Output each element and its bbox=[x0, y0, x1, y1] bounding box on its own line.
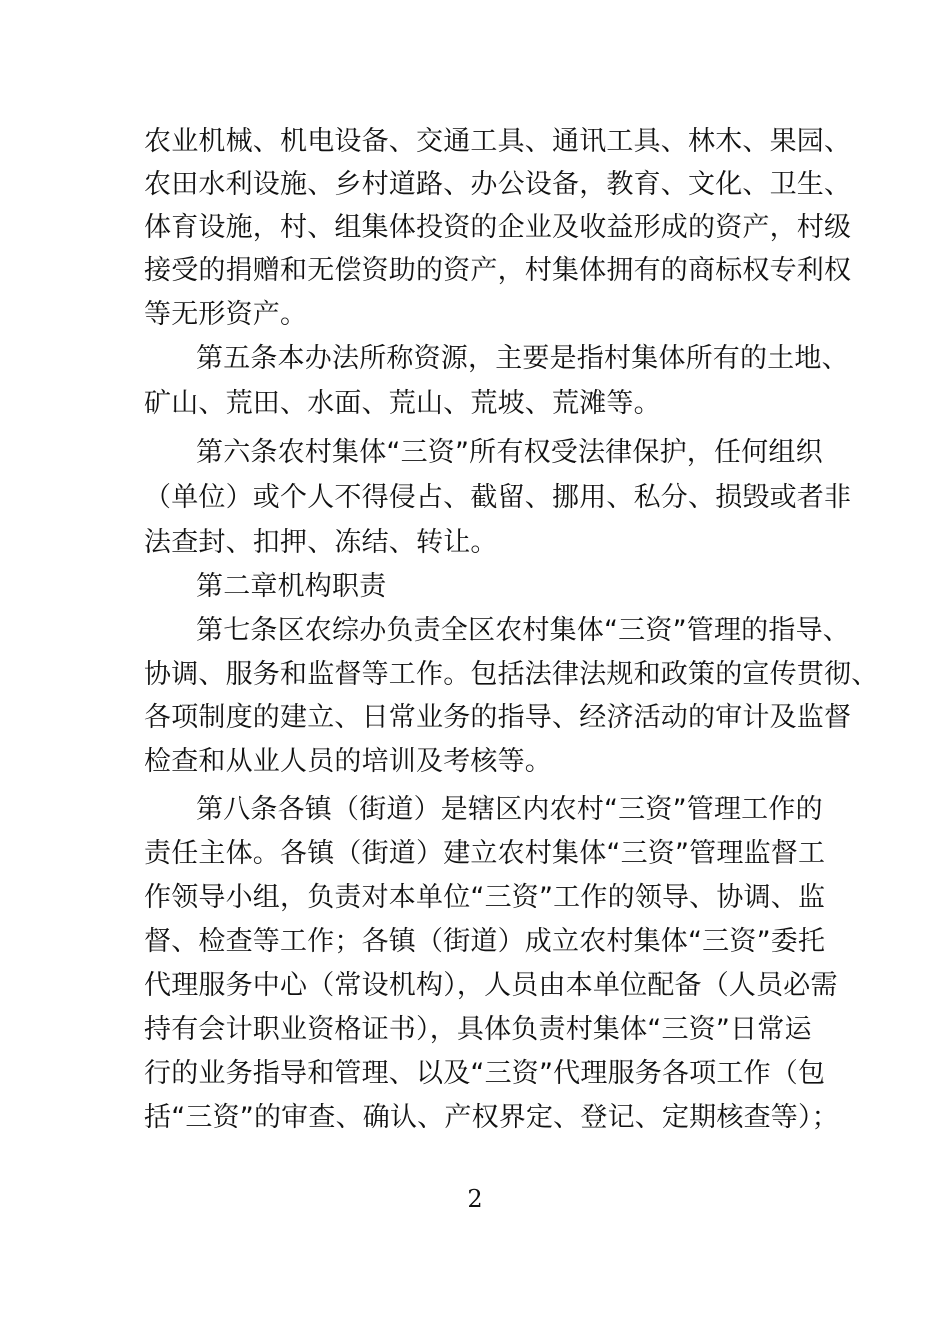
text-line: （单位）或个人不得侵占、截留、挪用、私分、损毁或者非 bbox=[144, 482, 852, 513]
text-line: 代理服务中心（常设机构），人员由本单位配备（人员必需 bbox=[144, 970, 838, 1001]
section-heading: 第二章机构职责 bbox=[196, 571, 387, 602]
text-line: 第五条本办法所称资源，主要是指村集体所有的土地、 bbox=[196, 343, 849, 374]
text-line: 协调、服务和监督等工作。包括法律法规和政策的宣传贯彻、 bbox=[144, 659, 879, 690]
text-line: 第七条区农综办负责全区农村集体“三资”管理的指导、 bbox=[196, 615, 850, 646]
text-line: 矿山、荒田、水面、荒山、荒坡、荒滩等。 bbox=[144, 388, 661, 419]
text-line: 检查和从业人员的培训及考核等。 bbox=[144, 746, 552, 777]
text-line: 第八条各镇（街道）是辖区内农村“三资”管理工作的 bbox=[196, 794, 823, 825]
text-line: 第六条农村集体“三资”所有权受法律保护，任何组织 bbox=[196, 437, 823, 468]
text-line: 督、检查等工作；各镇（街道）成立农村集体“三资”委托 bbox=[144, 926, 826, 957]
text-line: 括“三资”的审查、确认、产权界定、登记、定期核查等）； bbox=[144, 1102, 839, 1133]
text-line: 持有会计职业资格证书），具体负责村集体“三资”日常运 bbox=[144, 1014, 812, 1045]
text-line: 法查封、扣押、冻结、转让。 bbox=[144, 527, 498, 558]
text-line: 责任主体。各镇（街道）建立农村集体“三资”管理监督工 bbox=[144, 838, 826, 869]
page-number: 2 bbox=[467, 1185, 483, 1213]
text-line: 等无形资产。 bbox=[144, 299, 308, 330]
text-line: 接受的捐赠和无偿资助的资产，村集体拥有的商标权专利权 bbox=[144, 255, 852, 286]
text-line: 体育设施，村、组集体投资的企业及收益形成的资产，村级 bbox=[144, 212, 852, 243]
text-line: 行的业务指导和管理、以及“三资”代理服务各项工作（包 bbox=[144, 1058, 826, 1089]
text-line: 各项制度的建立、日常业务的指导、经济活动的审计及监督 bbox=[144, 702, 852, 733]
text-line: 作领导小组，负责对本单位“三资”工作的领导、协调、监 bbox=[144, 882, 826, 913]
text-line: 农业机械、机电设备、交通工具、通讯工具、林木、果园、 bbox=[144, 126, 852, 157]
text-line: 农田水利设施、乡村道路、办公设备，教育、文化、卫生、 bbox=[144, 169, 852, 200]
